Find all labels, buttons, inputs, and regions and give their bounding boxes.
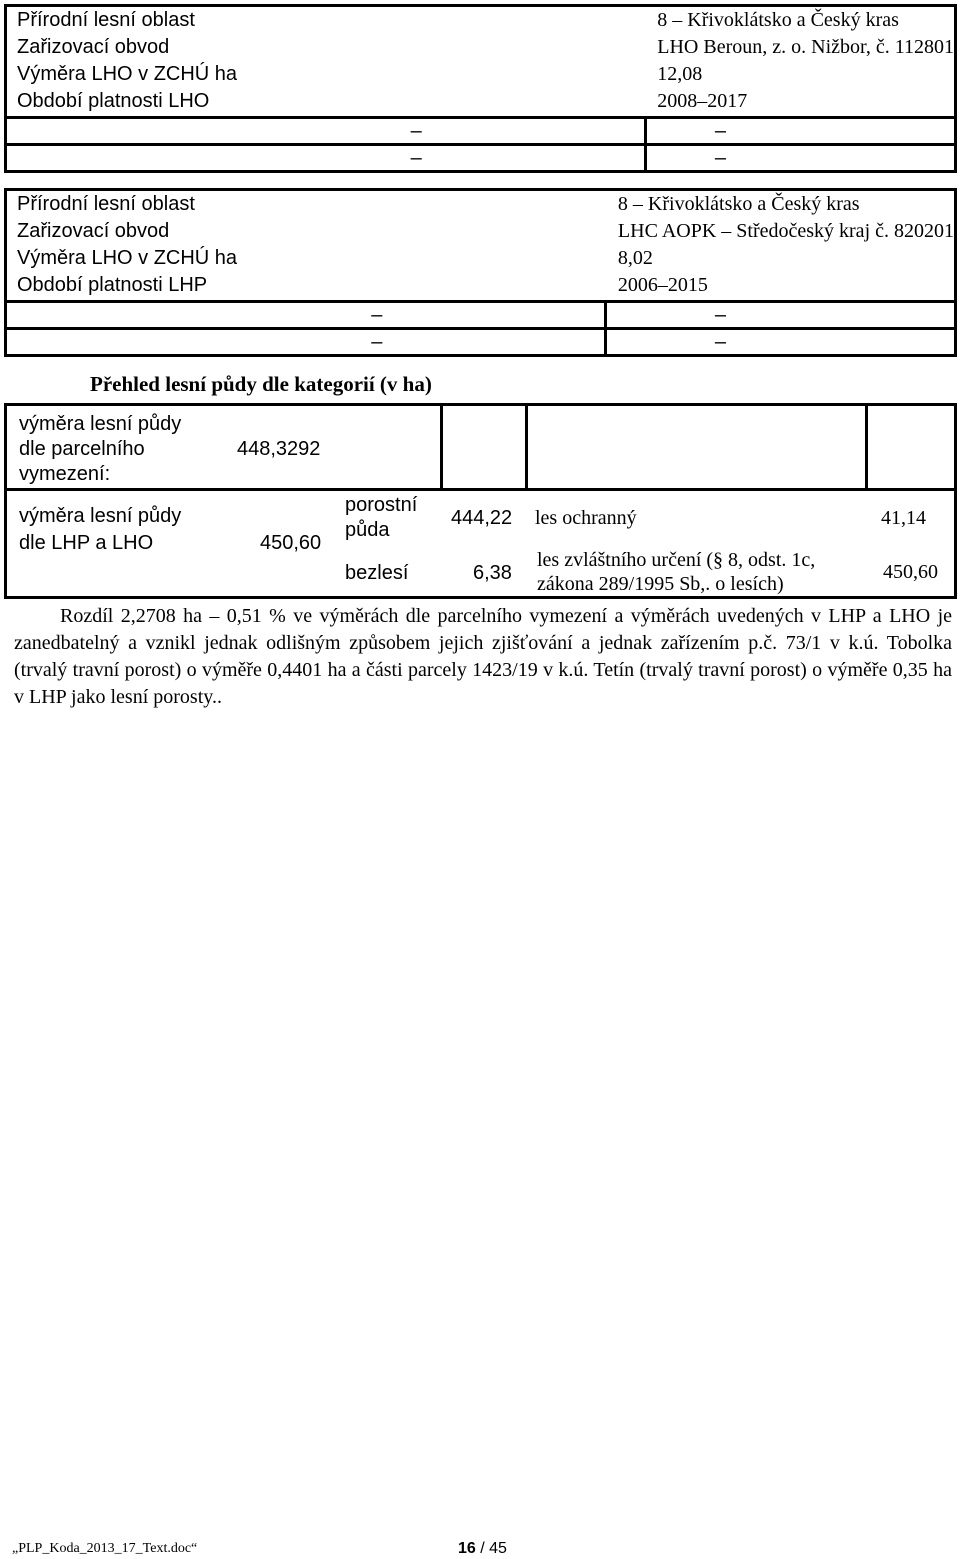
row-label: Výměra LHO v ZCHÚ ha [17,63,238,85]
page-footer [0,1540,960,1559]
note-paragraph: Rozdíl 2,2708 ha – 0,51 % ve výměrách dle parcelního vymezení a výměrách uvedených v LHP a LHO je zanedbatelný a vznikl jednak odlišným způsobem jejich zjišťování a jednak zařízením p.č. 73/1 v k.ú. Tobolka (trvalý travní porost) o výměře 0,4401 ha a části parcely 1423/19 v k.ú. Tetín (trvalý travní porost) o výměře 0,35 ha v LHP jako lesní porosty.. [14,605,952,708]
parcel-label-line: výměra lesní půdy [19,413,182,435]
difference-note [14,603,952,711]
lhp-label-line: výměra lesní půdy [19,505,182,527]
porostni-value: 444,22 [451,507,513,529]
row-label: Zařizovací obvod [17,36,170,58]
page-separator: / [475,1540,490,1557]
row-value: 12,08 [657,63,703,85]
parcel-value: 448,3292 [237,438,321,460]
row-value: 8 – Křivoklátsko a Český kras [617,193,860,215]
grid-line [440,406,443,489]
porostni-label: porostní [345,494,418,516]
row-label: Období platnosti LHP [17,274,208,296]
row-value: 8,02 [617,247,653,269]
row-value: LHO Beroun, z. o. Nižbor, č. 112801 [657,36,954,58]
les-ochranny-label: les ochranný [535,507,637,529]
lhp-label-line: dle LHP a LHO [19,532,154,554]
dash-cell: – [645,145,955,172]
row-value: LHC AOPK – Středočeský kraj č. 820201 [617,220,954,242]
porostni-label: půda [345,519,390,541]
parcel-label-line: dle parcelního [19,438,145,460]
les-zvlastniho-label: les zvláštního určení (§ 8, odst. 1c, [537,549,816,571]
category-section-title: Přehled lesní půdy dle kategorií (v ha) [90,372,432,396]
les-zvlastniho-value: 450,60 [883,561,938,583]
forest-info-table-lhp [4,188,957,357]
row-value: 8 – Křivoklátsko a Český kras [657,9,899,31]
doc-name: „PLP_Koda_2013_17_Text.doc“ [12,1541,198,1556]
category-table [4,403,957,599]
grid-line [865,406,868,489]
dash-cell: – [645,118,955,145]
dash-cell: – [6,329,606,356]
row-value: 2006–2015 [617,274,708,296]
les-zvlastniho-label: zákona 289/1995 Sb,. o lesích) [537,573,784,595]
bezlesi-value: 6,38 [473,562,512,584]
page-number [458,1540,507,1558]
forest-info-table-lho [4,4,957,173]
dash-cell: – [6,302,606,329]
grid-line [525,406,528,489]
parcel-label-line: vymezení: [19,463,111,485]
row-label: Přírodní lesní oblast [17,9,195,31]
row-label: Přírodní lesní oblast [17,193,195,215]
dash-cell: – [6,145,646,172]
row-label: Výměra LHO v ZCHÚ ha [17,247,238,269]
lhp-value: 450,60 [260,532,322,554]
dash-cell: – [6,118,646,145]
row-label: Období platnosti LHO [17,90,210,112]
grid-line [7,488,954,491]
page-current: 16 [458,1540,476,1557]
bezlesi-label: bezlesí [345,562,409,584]
row-value: 2008–2017 [657,90,748,112]
dash-cell: – [606,329,956,356]
page-total: 45 [489,1540,507,1557]
dash-cell: – [606,302,956,329]
row-label: Zařizovací obvod [17,220,170,242]
les-ochranny-value: 41,14 [881,507,926,529]
